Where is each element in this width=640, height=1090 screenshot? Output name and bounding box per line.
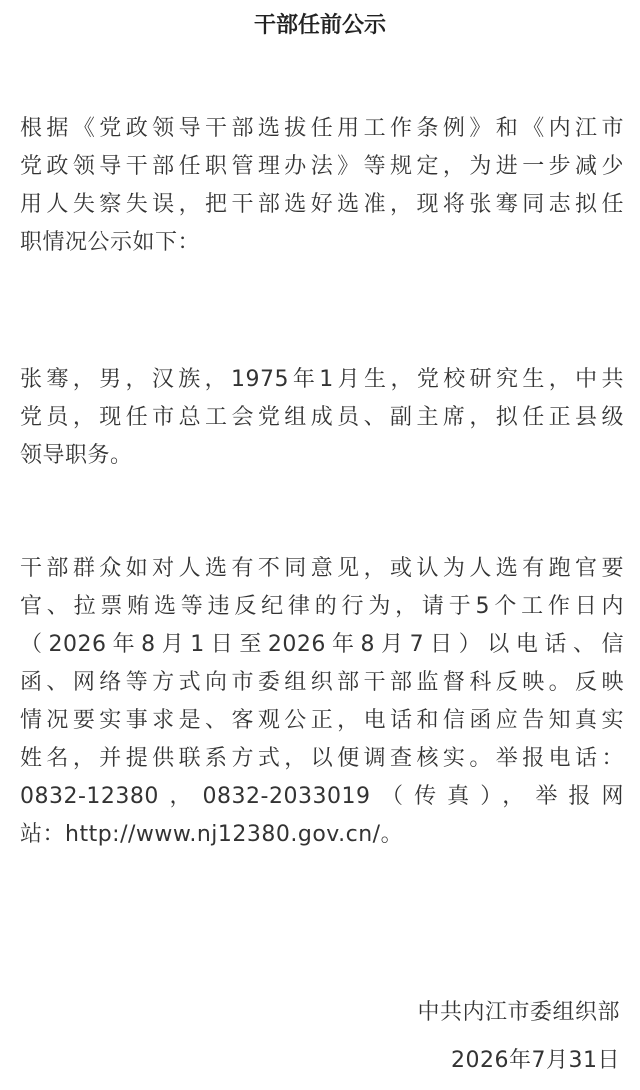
paragraph-feedback [20, 550, 624, 854]
paragraph-basis [20, 110, 624, 262]
paragraph-line: 张骞，男，汉族，1975年1月生，党校研究生，中共 [20, 367, 624, 392]
paragraph-line: 姓名，并提供联系方式，以便调查核实。举报电话： [20, 746, 624, 771]
paragraph-line: 职情况公示如下： [20, 230, 201, 255]
paragraph-line: 党政领导干部任职管理办法》等规定，为进一步减少 [20, 154, 624, 179]
notice-title: 干部任前公示 [253, 13, 386, 38]
paragraph-line: 官、拉票贿选等违反纪律的行为，请于5个工作日内 [20, 594, 624, 619]
paragraph-line: （2026年8月1日至2026年8月7日）以电话、信 [20, 632, 624, 657]
paragraph-line: 情况要实事求是、客观公正，电话和信函应告知真实 [20, 708, 624, 733]
paragraph-line-link[interactable]: 站：http://www.nj12380.gov.cn/。 [20, 822, 404, 847]
paragraph-line: 领导职务。 [20, 443, 133, 468]
signature-date: 2026年7月31日 [451, 1048, 620, 1073]
paragraph-line: 0832-12380，0832-2033019（传真），举报网 [20, 784, 624, 809]
paragraph-candidate [20, 361, 624, 475]
paragraph-line: 用人失察失误，把干部选好选准，现将张骞同志拟任 [20, 192, 624, 217]
paragraph-line: 党员，现任市总工会党组成员、副主席，拟任正县级 [20, 405, 624, 430]
paragraph-line: 干部群众如对人选有不同意见，或认为人选有跑官要 [20, 556, 624, 581]
paragraph-line: 函、网络等方式向市委组织部干部监督科反映。反映 [20, 670, 624, 695]
signature-organization: 中共内江市委组织部 [417, 1000, 620, 1025]
paragraph-line: 根据《党政领导干部选拔任用工作条例》和《内江市 [20, 116, 624, 141]
